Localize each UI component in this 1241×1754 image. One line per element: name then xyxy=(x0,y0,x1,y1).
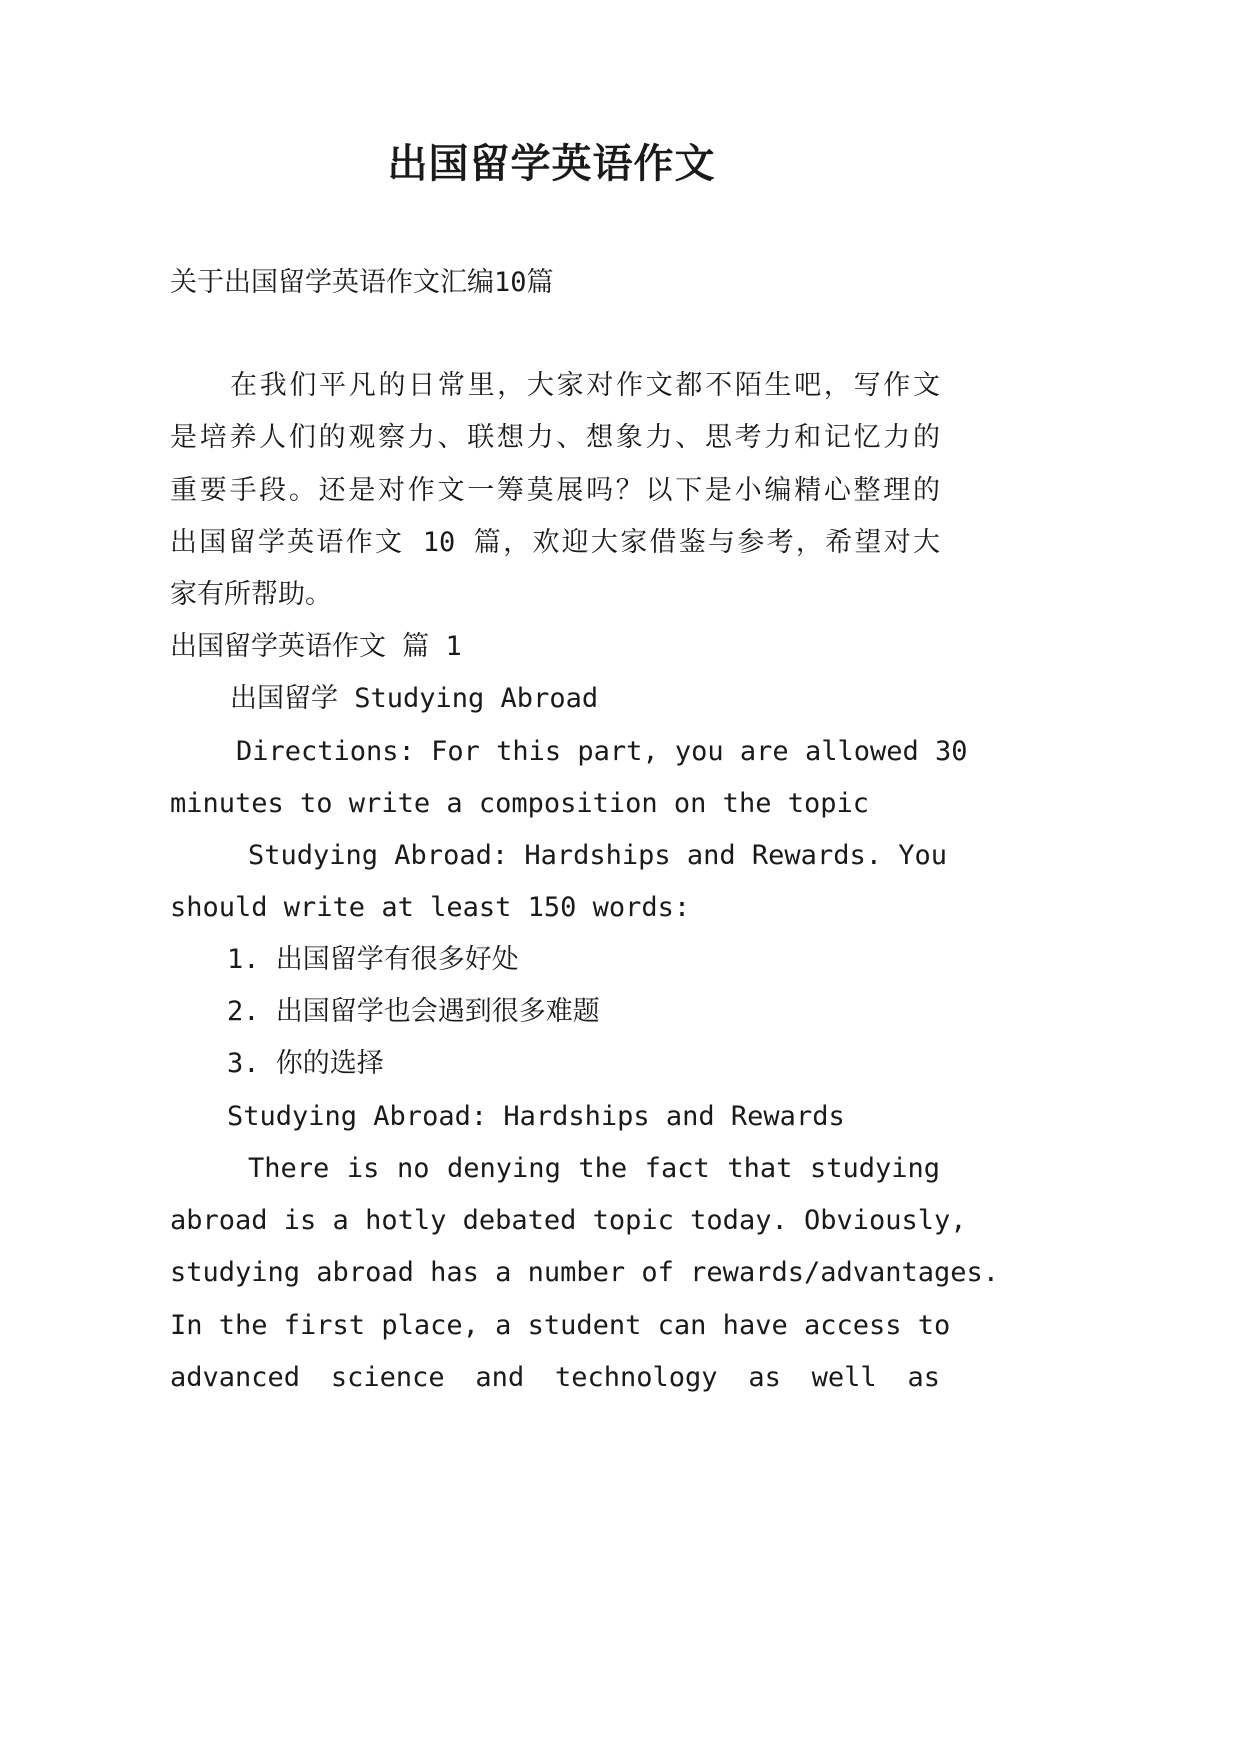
section-heading: 出国留学英语作文 篇 1 xyxy=(170,631,462,662)
intro-line: 是培养人们的观察力、联想力、想象力、思考力和记忆力的 xyxy=(170,422,940,453)
directions-line: Studying Abroad: Hardships and Rewards. You xyxy=(248,840,947,871)
document-title: 出国留学英语作文 xyxy=(387,140,716,187)
essay-line: studying abroad has a number of rewards/advantages. xyxy=(170,1257,1000,1288)
intro-line: 家有所帮助。 xyxy=(170,579,332,610)
intro-line: 在我们平凡的日常里，大家对作文都不陌生吧，写作文 xyxy=(230,370,940,401)
essay-heading: 出国留学 Studying Abroad xyxy=(230,683,599,714)
essay-line: There is no denying the fact that studying xyxy=(248,1153,940,1184)
outline-item: 3. 你的选择 xyxy=(227,1048,384,1079)
outline-item: 2. 出国留学也会遇到很多难题 xyxy=(227,996,600,1027)
outline-item: 1. 出国留学有很多好处 xyxy=(227,944,519,975)
intro-line: 出国留学英语作文 10 篇，欢迎大家借鉴与参考，希望对大 xyxy=(170,527,940,558)
document-subtitle: 关于出国留学英语作文汇编10篇 xyxy=(170,267,554,298)
directions-line: Directions: For this part, you are allowed 30 xyxy=(236,736,968,767)
intro-line: 重要手段。还是对作文一筹莫展吗？以下是小编精心整理的 xyxy=(170,475,940,506)
essay-line: advanced science and technology as well as xyxy=(170,1362,940,1393)
essay-line: abroad is a hotly debated topic today. Obviously, xyxy=(170,1205,967,1236)
directions-line: minutes to write a composition on the topic xyxy=(170,788,869,819)
essay-title: Studying Abroad: Hardships and Rewards xyxy=(227,1101,845,1132)
directions-line: should write at least 150 words: xyxy=(170,892,691,923)
essay-line: In the first place, a student can have access to xyxy=(170,1310,951,1341)
